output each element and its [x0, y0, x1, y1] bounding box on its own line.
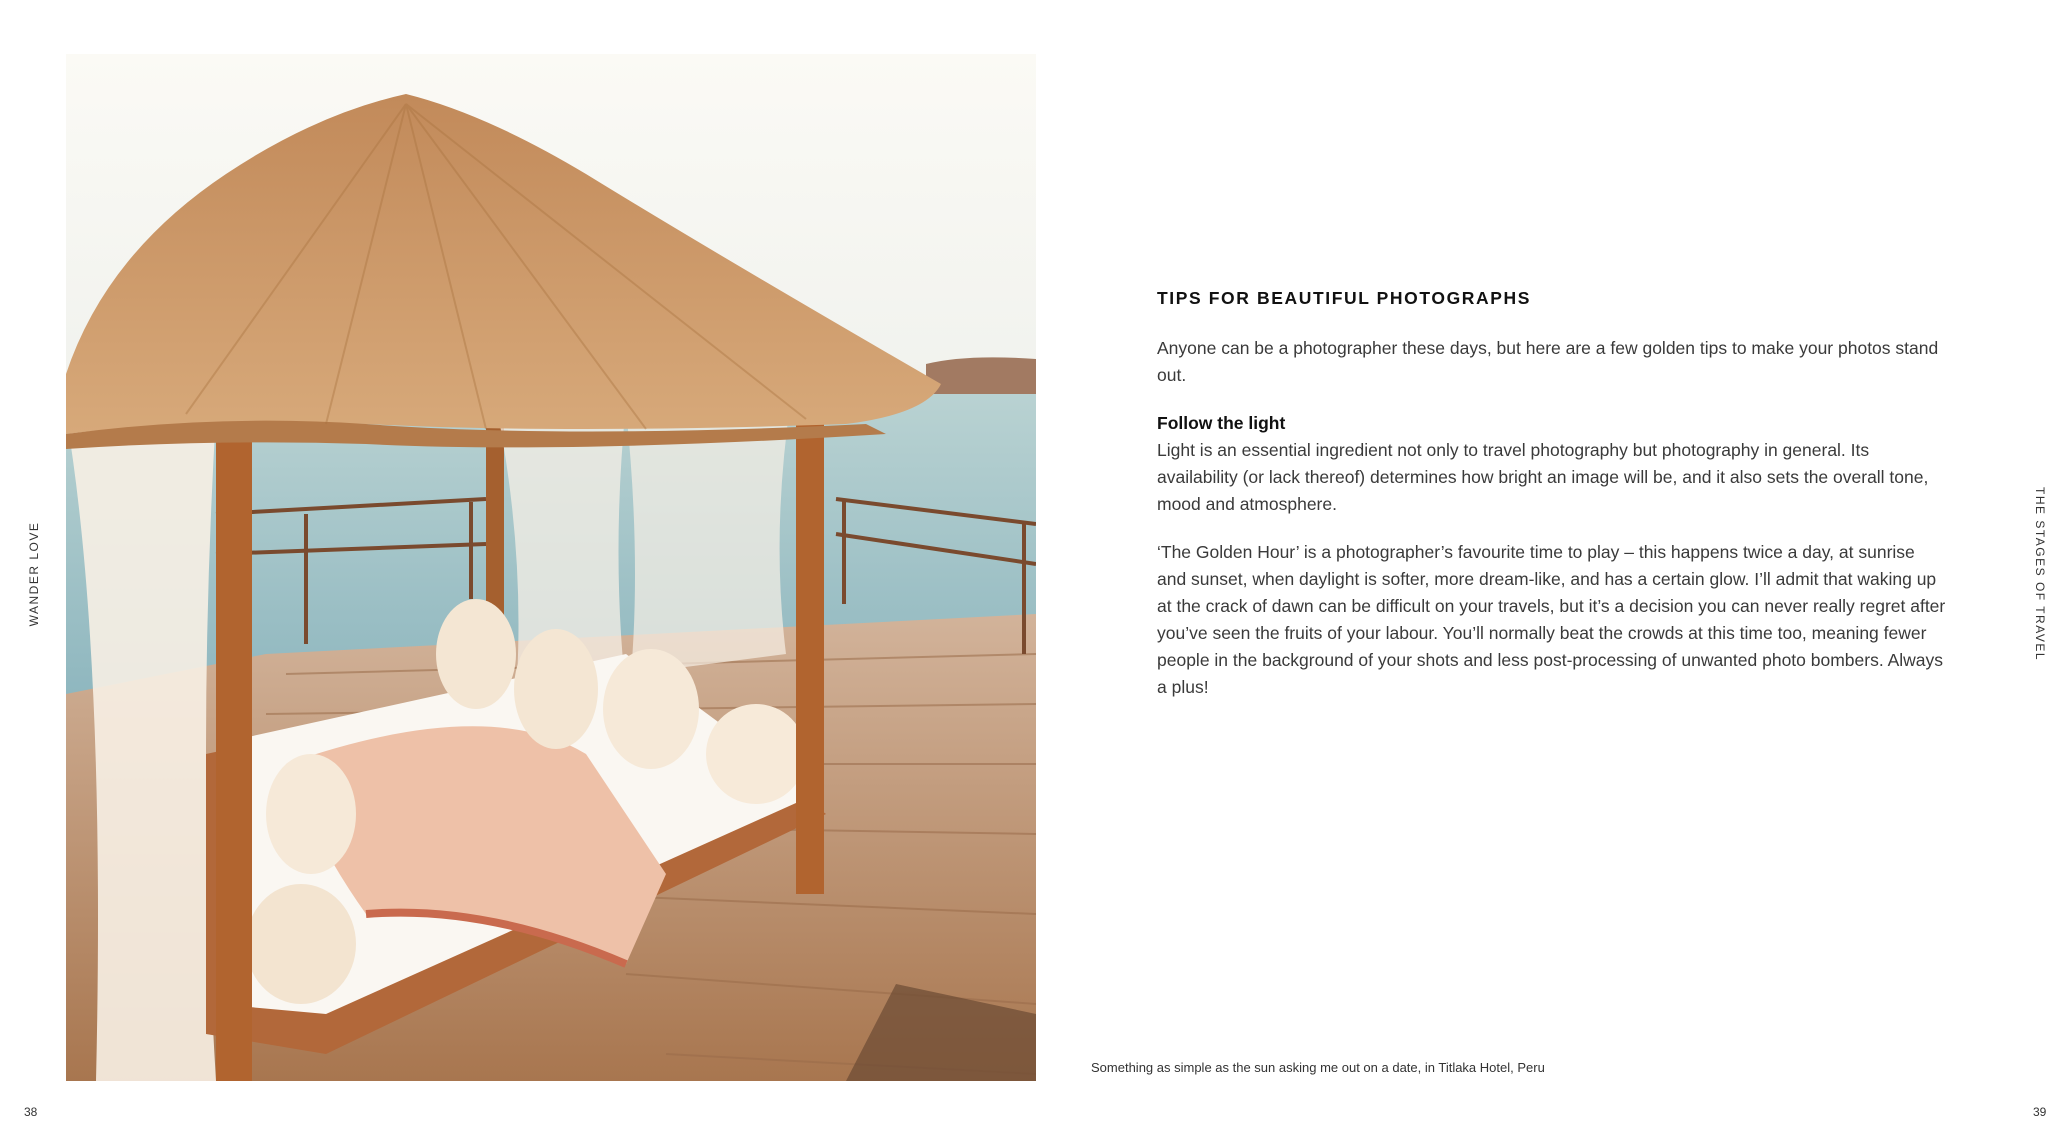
- page-number-right: 39: [2033, 1105, 2047, 1119]
- intro-paragraph: Anyone can be a photographer these days, but here are a few golden tips to make your photos stand out.: [1157, 338, 1939, 385]
- tips-section: [1157, 288, 1947, 722]
- pillow: [603, 649, 699, 769]
- body-paragraph-1: Light is an essential ingredient not only to travel photography but photography in general. Its availability (or lack thereof) determines how bright an image will be, and it also sets the overall tone, mood and atmosphere.: [1157, 440, 1929, 514]
- bolster: [246, 884, 356, 1004]
- pillow: [514, 629, 598, 749]
- running-head-right: THE STAGES OF TRAVEL: [2033, 486, 2047, 662]
- front-post-left: [216, 414, 252, 1081]
- cabana-illustration: [66, 54, 1036, 1081]
- pillow: [436, 599, 516, 709]
- page-number-left: 38: [24, 1105, 38, 1119]
- running-head-left: WANDER LOVE: [27, 521, 41, 627]
- photo-caption: Something as simple as the sun asking me out on a date, in Titlaka Hotel, Peru: [1091, 1060, 1545, 1075]
- bolster: [706, 704, 806, 804]
- body-paragraph-2: ‘The Golden Hour’ is a photographer’s favourite time to play – this happens twice a day, at sunrise and sunset, when daylight is softer, more dream-like, and has a certain glow. I’ll admit that waking up at the crack of dawn can be difficult on your travels, but it’s a decision you can never really regret after you’ve seen the fruits of your labour. You’ll normally beat the crowds at this time too, meaning fewer people in the background of your shots and less post-processing of unwanted photo bombers. Always a plus!: [1157, 542, 1946, 697]
- front-post-right: [796, 414, 824, 894]
- cabana-photo: [66, 54, 1036, 1081]
- pillow: [266, 754, 356, 874]
- subheading: Follow the light: [1157, 413, 1286, 433]
- section-heading: TIPS FOR BEAUTIFUL PHOTOGRAPHS: [1157, 288, 1532, 308]
